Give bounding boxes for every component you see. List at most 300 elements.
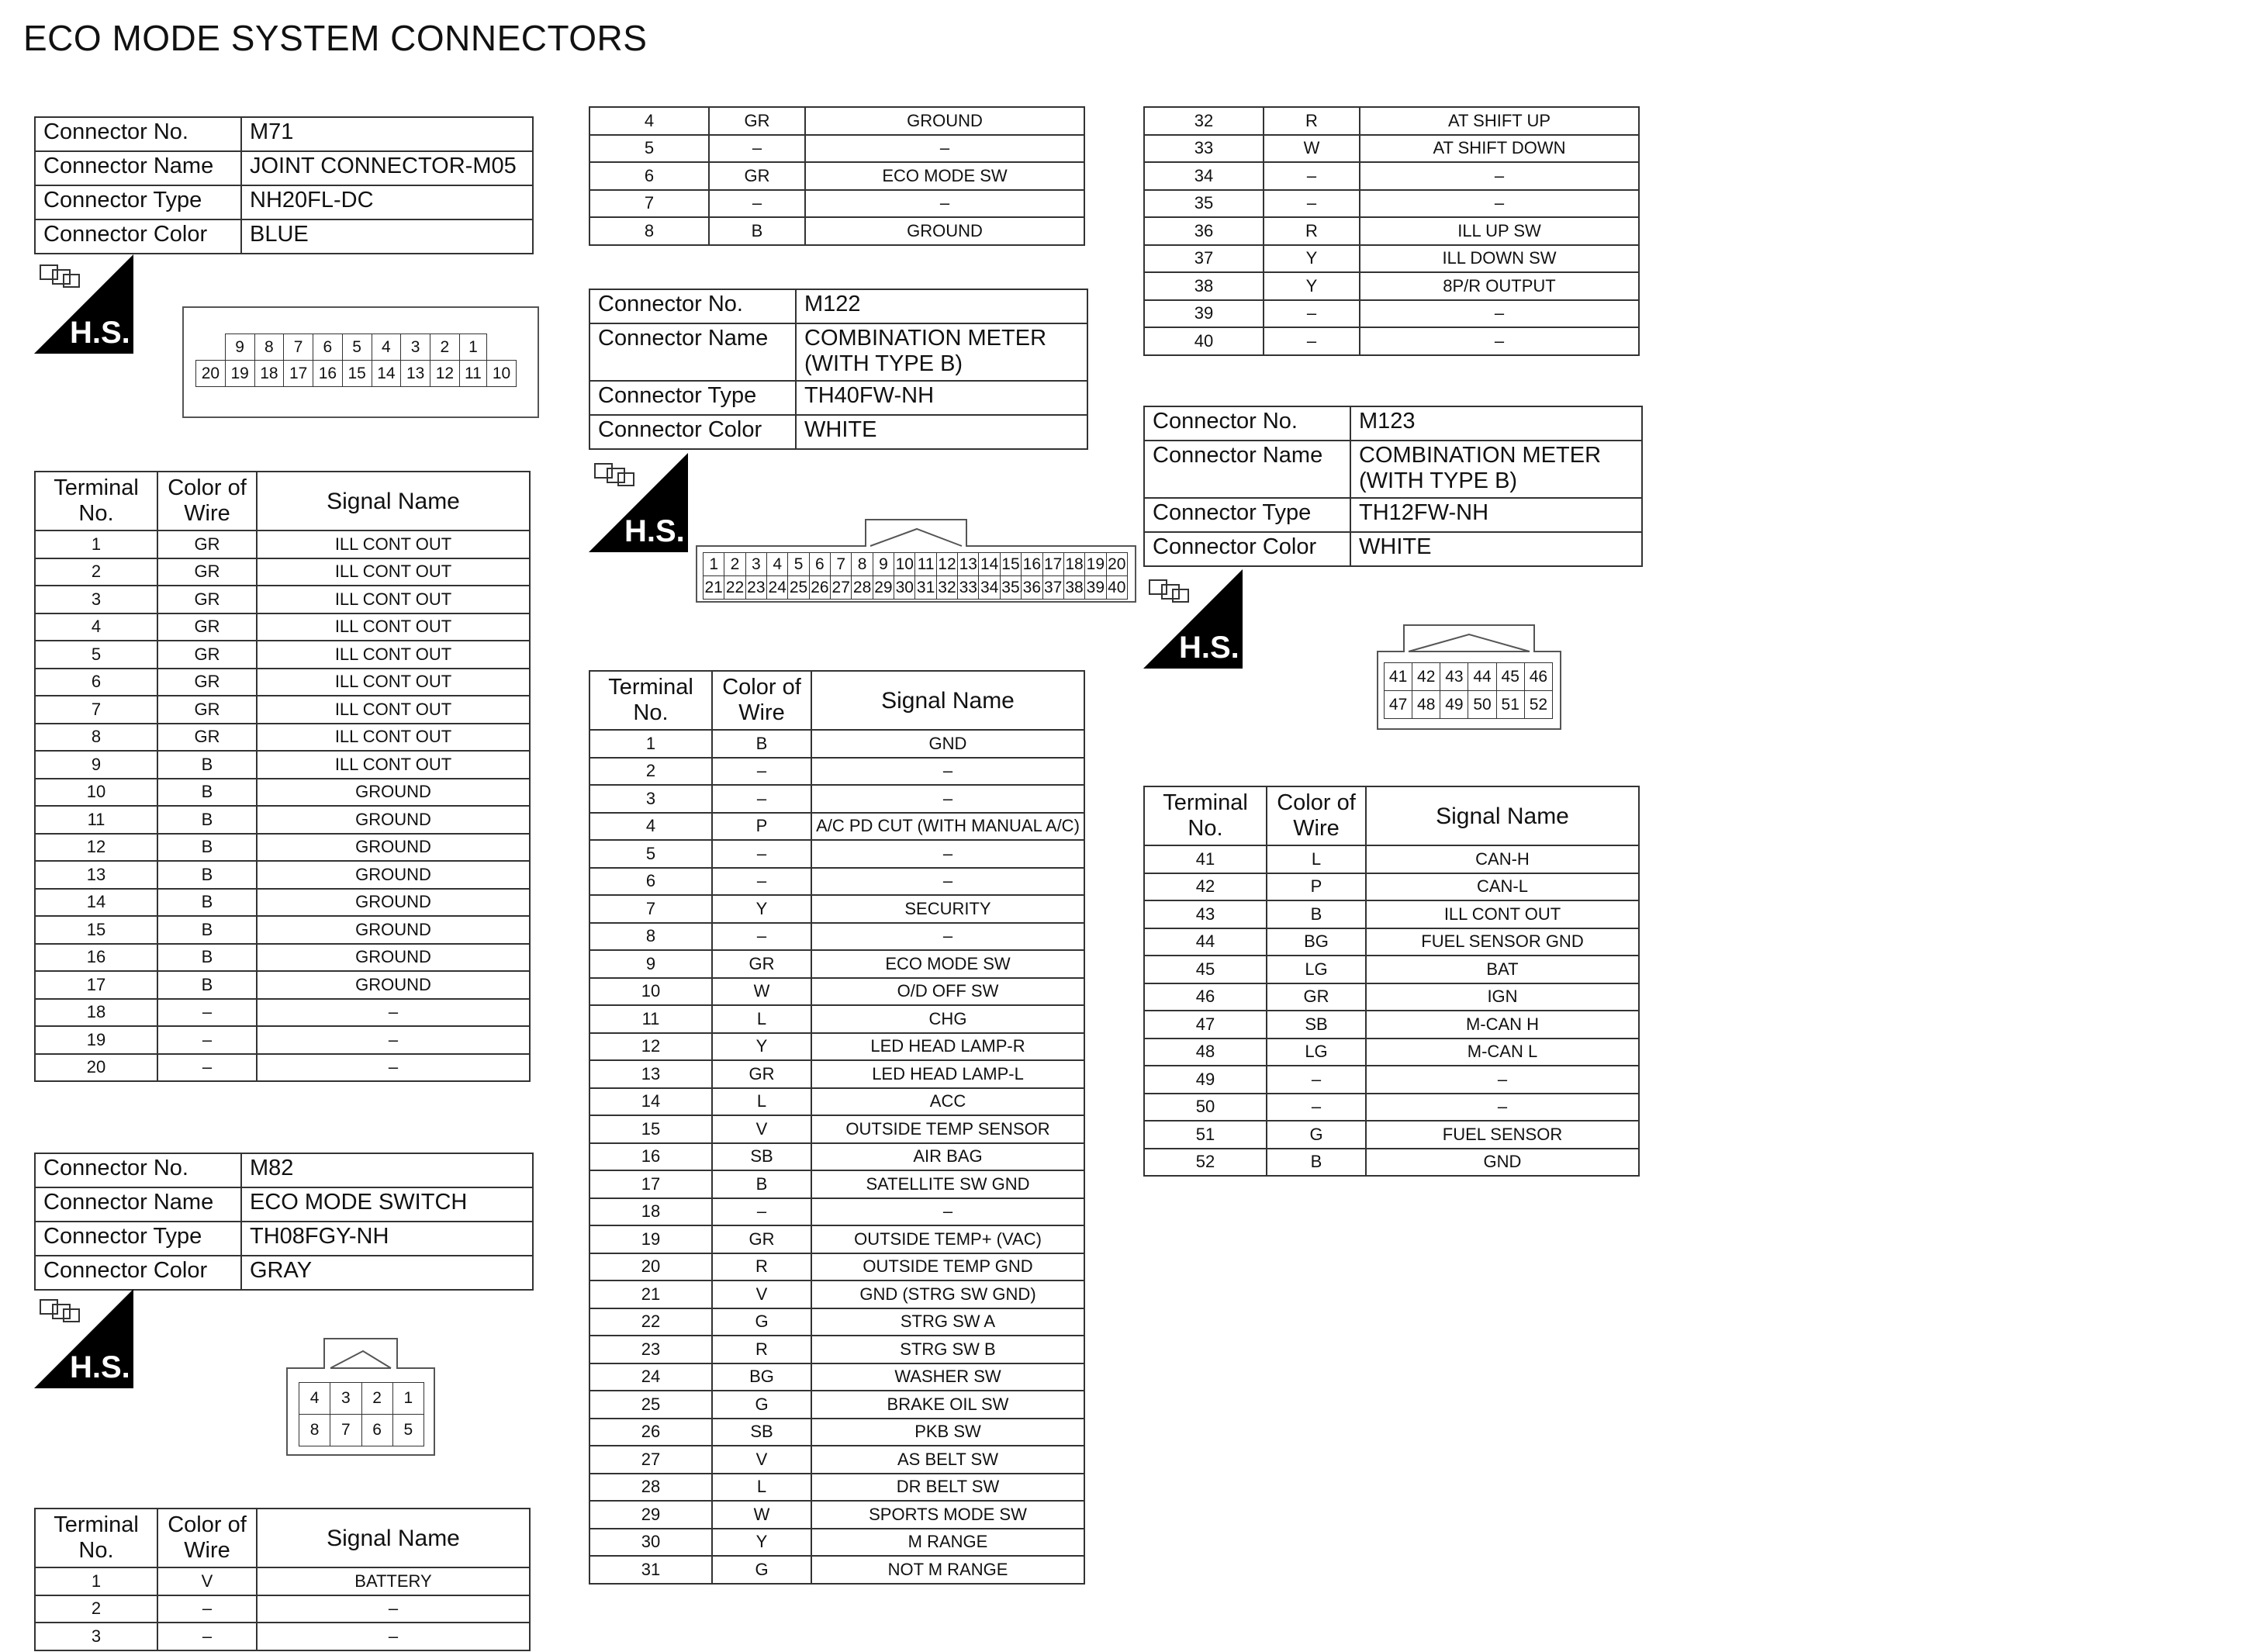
pin-cell: 47 xyxy=(1385,691,1412,719)
signal-name-cell: – xyxy=(1360,300,1639,328)
wire-color-cell: R xyxy=(712,1253,811,1281)
wire-color-cell: GR xyxy=(157,531,257,558)
m82-connector-color: GRAY xyxy=(241,1256,533,1290)
terminal-no-cell: 11 xyxy=(35,806,157,834)
terminal-no-cell: 21 xyxy=(589,1280,712,1308)
table-row xyxy=(35,641,530,669)
m82-terminal-table-continued xyxy=(589,106,1085,246)
connector-type-label: Connector Type xyxy=(589,381,796,415)
m122-terminal-table-continued xyxy=(1143,106,1640,356)
table-row xyxy=(35,944,530,972)
terminal-no-cell: 45 xyxy=(1144,956,1267,983)
terminal-no-cell: 39 xyxy=(1144,300,1264,328)
terminal-no-cell: 3 xyxy=(589,785,712,813)
wire-color-cell: V xyxy=(712,1115,811,1143)
signal-name-header: Signal Name xyxy=(257,472,530,531)
m123-pin-layout xyxy=(1384,662,1553,719)
terminal-no-cell: 8 xyxy=(589,923,712,951)
pin-cell: 20 xyxy=(1106,553,1127,576)
pin-cell: 42 xyxy=(1412,663,1440,691)
table-row xyxy=(589,1170,1084,1198)
signal-name-cell: ILL CONT OUT xyxy=(257,751,530,779)
terminal-no-cell: 7 xyxy=(589,190,709,218)
signal-name-cell: – xyxy=(811,840,1084,868)
table-row xyxy=(589,1446,1084,1474)
terminal-no-cell: 25 xyxy=(589,1391,712,1419)
table-row xyxy=(589,1225,1084,1253)
pin-cell: 20 xyxy=(196,361,226,387)
table-row xyxy=(1144,873,1639,901)
pin-cell: 26 xyxy=(809,576,830,600)
pin-cell: 10 xyxy=(487,361,517,387)
wire-color-cell: B xyxy=(157,916,257,944)
signal-name-cell: GROUND xyxy=(257,806,530,834)
signal-name-cell: ECO MODE SW xyxy=(805,162,1084,190)
m82-info-table xyxy=(34,1153,534,1291)
pin-cell: 7 xyxy=(284,334,313,361)
table-row xyxy=(589,813,1084,841)
signal-name-cell: ILL CONT OUT xyxy=(257,724,530,752)
terminal-no-cell: 17 xyxy=(35,971,157,999)
signal-name-cell: STRG SW A xyxy=(811,1308,1084,1336)
m71-connector-type: NH20FL-DC xyxy=(241,185,533,219)
m122-connector-no: M122 xyxy=(796,289,1087,323)
pin-cell: 50 xyxy=(1468,691,1496,719)
signal-name-cell: SECURITY xyxy=(811,895,1084,923)
table-row xyxy=(35,613,530,641)
table-row xyxy=(589,1363,1084,1391)
table-row xyxy=(589,135,1084,163)
terminal-no-cell: 44 xyxy=(1144,928,1267,956)
harness-side-icon xyxy=(589,453,688,552)
signal-name-cell: – xyxy=(1360,327,1639,355)
m71-connector-name: JOINT CONNECTOR-M05 xyxy=(241,151,533,185)
signal-name-cell: – xyxy=(1360,190,1639,218)
signal-name-cell: ILL CONT OUT xyxy=(257,586,530,613)
signal-name-cell: – xyxy=(257,1623,530,1650)
wire-color-header: Color of Wire xyxy=(157,472,257,531)
m122-connector-name: COMBINATION METER (WITH TYPE B) xyxy=(796,323,1087,381)
connector-name-label: Connector Name xyxy=(35,1187,241,1222)
wire-color-cell: – xyxy=(712,785,811,813)
wire-color-cell: G xyxy=(712,1391,811,1419)
pin-cell: 34 xyxy=(979,576,1000,600)
terminal-no-cell: 18 xyxy=(35,999,157,1027)
terminal-no-cell: 3 xyxy=(35,586,157,613)
terminal-no-header: Terminal No. xyxy=(35,1509,157,1567)
table-row xyxy=(589,107,1084,135)
wire-color-cell: BG xyxy=(712,1363,811,1391)
table-row xyxy=(35,724,530,752)
table-row xyxy=(589,1143,1084,1171)
m123-connector-no: M123 xyxy=(1350,406,1642,441)
table-row xyxy=(589,895,1084,923)
pin-cell: 14 xyxy=(979,553,1000,576)
terminal-no-cell: 41 xyxy=(1144,845,1267,873)
pin-cell: 8 xyxy=(852,553,873,576)
pin-cell: 7 xyxy=(330,1415,361,1446)
signal-name-cell: GND xyxy=(811,730,1084,758)
m71-terminal-table xyxy=(34,471,531,1082)
pin-cell: 19 xyxy=(225,361,254,387)
wire-color-cell: B xyxy=(157,971,257,999)
wire-color-cell: GR xyxy=(709,107,805,135)
pin-cell: 22 xyxy=(724,576,745,600)
pin-cell: 8 xyxy=(299,1415,330,1446)
table-row xyxy=(589,1336,1084,1363)
pin-cell: 9 xyxy=(873,553,894,576)
terminal-no-cell: 7 xyxy=(35,696,157,724)
terminal-no-cell: 33 xyxy=(1144,135,1264,163)
pin-cell: 40 xyxy=(1106,576,1127,600)
wire-color-cell: GR xyxy=(712,1060,811,1088)
signal-name-cell: ILL UP SW xyxy=(1360,217,1639,245)
pin-cell: 21 xyxy=(704,576,724,600)
terminal-no-cell: 23 xyxy=(589,1336,712,1363)
table-row xyxy=(35,806,530,834)
signal-name-cell: 8P/R OUTPUT xyxy=(1360,272,1639,300)
table-row xyxy=(35,916,530,944)
pin-cell: 45 xyxy=(1496,663,1524,691)
svg-text:H.S.: H.S. xyxy=(70,1350,130,1384)
wire-color-cell: – xyxy=(1264,300,1360,328)
terminal-no-cell: 4 xyxy=(35,613,157,641)
pin-cell: 13 xyxy=(958,553,979,576)
pin-cell: 6 xyxy=(313,334,343,361)
wire-color-cell: – xyxy=(157,1026,257,1054)
signal-name-cell: M RANGE xyxy=(811,1529,1084,1557)
terminal-no-cell: 8 xyxy=(35,724,157,752)
table-row xyxy=(589,1005,1084,1033)
signal-name-cell: CAN-L xyxy=(1366,873,1639,901)
terminal-no-cell: 7 xyxy=(589,895,712,923)
table-row xyxy=(35,861,530,889)
terminal-no-cell: 22 xyxy=(589,1308,712,1336)
pin-cell: 28 xyxy=(852,576,873,600)
pin-cell: 1 xyxy=(392,1383,424,1415)
connector-type-label: Connector Type xyxy=(35,1222,241,1256)
wire-color-cell: SB xyxy=(712,1143,811,1171)
connector-type-label: Connector Type xyxy=(35,185,241,219)
pin-cell: 3 xyxy=(330,1383,361,1415)
table-row xyxy=(589,840,1084,868)
m122-pin-layout xyxy=(703,552,1128,600)
table-row xyxy=(589,1280,1084,1308)
signal-name-cell: ILL DOWN SW xyxy=(1360,245,1639,273)
signal-name-cell: GND xyxy=(1366,1149,1639,1177)
pin-cell: 23 xyxy=(745,576,766,600)
wire-color-cell: V xyxy=(712,1446,811,1474)
terminal-no-cell: 19 xyxy=(589,1225,712,1253)
wire-color-cell: R xyxy=(712,1336,811,1363)
wire-color-cell: Y xyxy=(712,895,811,923)
table-row xyxy=(589,1060,1084,1088)
signal-name-cell: ILL CONT OUT xyxy=(257,669,530,696)
signal-name-cell: GROUND xyxy=(257,916,530,944)
signal-name-cell: OUTSIDE TEMP GND xyxy=(811,1253,1084,1281)
terminal-no-cell: 42 xyxy=(1144,873,1267,901)
table-row xyxy=(35,531,530,558)
terminal-no-cell: 48 xyxy=(1144,1039,1267,1066)
m82-connector-name: ECO MODE SWITCH xyxy=(241,1187,533,1222)
harness-side-icon xyxy=(34,254,133,354)
table-row xyxy=(35,779,530,807)
pin-cell: 6 xyxy=(809,553,830,576)
wire-color-cell: GR xyxy=(157,641,257,669)
signal-name-cell: – xyxy=(811,785,1084,813)
wire-color-cell: B xyxy=(1267,1149,1366,1177)
wire-color-cell: V xyxy=(712,1280,811,1308)
pin-cell: 15 xyxy=(342,361,372,387)
table-row xyxy=(1144,1039,1639,1066)
pin-cell: 19 xyxy=(1085,553,1106,576)
svg-text:H.S.: H.S. xyxy=(70,316,130,350)
table-row xyxy=(589,1529,1084,1557)
table-row xyxy=(1144,900,1639,928)
signal-name-cell: GROUND xyxy=(257,944,530,972)
pin-cell: 18 xyxy=(1063,553,1084,576)
wire-color-cell: B xyxy=(157,751,257,779)
table-row xyxy=(1144,135,1639,163)
pin-cell: 4 xyxy=(767,553,788,576)
pin-cell: 46 xyxy=(1524,663,1552,691)
connector-name-label: Connector Name xyxy=(589,323,796,381)
wire-color-cell: – xyxy=(712,758,811,786)
table-row xyxy=(589,730,1084,758)
pin-cell: 18 xyxy=(254,361,284,387)
wire-color-cell: GR xyxy=(1267,983,1366,1011)
svg-text:H.S.: H.S. xyxy=(1179,631,1239,665)
table-row xyxy=(35,1026,530,1054)
wire-color-cell: B xyxy=(157,861,257,889)
table-row xyxy=(1144,1149,1639,1177)
signal-name-cell: GROUND xyxy=(257,779,530,807)
m71-info-table xyxy=(34,116,534,254)
table-row xyxy=(1144,928,1639,956)
wire-color-cell: – xyxy=(1264,162,1360,190)
wire-color-cell: GR xyxy=(157,613,257,641)
terminal-no-cell: 20 xyxy=(589,1253,712,1281)
harness-side-icon xyxy=(34,1289,133,1388)
connector-color-label: Connector Color xyxy=(589,415,796,449)
wire-color-cell: – xyxy=(157,1054,257,1082)
signal-name-cell: LED HEAD LAMP-L xyxy=(811,1060,1084,1088)
terminal-no-cell: 18 xyxy=(589,1198,712,1226)
wire-color-cell: SB xyxy=(1267,1011,1366,1039)
pin-cell: 24 xyxy=(767,576,788,600)
signal-name-cell: LED HEAD LAMP-R xyxy=(811,1033,1084,1061)
terminal-no-cell: 14 xyxy=(35,889,157,917)
wire-color-cell: – xyxy=(712,1198,811,1226)
terminal-no-cell: 24 xyxy=(589,1363,712,1391)
pin-cell: 11 xyxy=(459,361,486,387)
terminal-no-cell: 17 xyxy=(589,1170,712,1198)
signal-name-cell: FUEL SENSOR xyxy=(1366,1121,1639,1149)
signal-name-cell: BAT xyxy=(1366,956,1639,983)
terminal-no-cell: 30 xyxy=(589,1529,712,1557)
wire-color-cell: B xyxy=(712,1170,811,1198)
signal-name-cell: ILL CONT OUT xyxy=(257,558,530,586)
signal-name-cell: – xyxy=(811,923,1084,951)
signal-name-cell: OUTSIDE TEMP+ (VAC) xyxy=(811,1225,1084,1253)
table-row xyxy=(35,751,530,779)
pin-cell: 8 xyxy=(254,334,284,361)
signal-name-cell: BRAKE OIL SW xyxy=(811,1391,1084,1419)
table-row xyxy=(35,696,530,724)
pin-cell: 41 xyxy=(1385,663,1412,691)
terminal-no-cell: 6 xyxy=(589,162,709,190)
terminal-no-cell: 29 xyxy=(589,1501,712,1529)
terminal-no-cell: 36 xyxy=(1144,217,1264,245)
table-row xyxy=(589,1474,1084,1502)
table-row xyxy=(1144,956,1639,983)
terminal-no-cell: 35 xyxy=(1144,190,1264,218)
terminal-no-cell: 9 xyxy=(35,751,157,779)
signal-name-cell: – xyxy=(257,1026,530,1054)
table-row xyxy=(589,1033,1084,1061)
signal-name-cell: SATELLITE SW GND xyxy=(811,1170,1084,1198)
pin-cell: 14 xyxy=(372,361,401,387)
wire-color-cell: – xyxy=(157,1623,257,1650)
wire-color-cell: – xyxy=(1264,327,1360,355)
pin-cell: 27 xyxy=(831,576,852,600)
table-row xyxy=(35,999,530,1027)
wire-color-cell: B xyxy=(157,889,257,917)
pin-cell: 12 xyxy=(936,553,957,576)
wire-color-cell: B xyxy=(157,944,257,972)
table-row xyxy=(589,1419,1084,1446)
signal-name-header: Signal Name xyxy=(1366,786,1639,845)
m71-connector-no: M71 xyxy=(241,117,533,151)
terminal-no-cell: 5 xyxy=(589,135,709,163)
signal-name-cell: – xyxy=(811,868,1084,896)
signal-name-cell: CHG xyxy=(811,1005,1084,1033)
terminal-no-cell: 26 xyxy=(589,1419,712,1446)
wire-color-cell: – xyxy=(1267,1094,1366,1121)
pin-cell: 51 xyxy=(1496,691,1524,719)
terminal-no-cell: 13 xyxy=(35,861,157,889)
table-row xyxy=(1144,217,1639,245)
wire-color-cell: W xyxy=(712,978,811,1006)
pin-cell: 44 xyxy=(1468,663,1496,691)
signal-name-cell: ILL CONT OUT xyxy=(257,696,530,724)
connector-name-label: Connector Name xyxy=(1144,441,1350,498)
connector-no-label: Connector No. xyxy=(35,117,241,151)
pin-cell: 11 xyxy=(915,553,936,576)
m71-pin-layout xyxy=(195,334,517,387)
terminal-no-cell: 12 xyxy=(589,1033,712,1061)
wire-color-cell: GR xyxy=(157,669,257,696)
terminal-no-header: Terminal No. xyxy=(1144,786,1267,845)
signal-name-cell: O/D OFF SW xyxy=(811,978,1084,1006)
pin-cell: 5 xyxy=(788,553,809,576)
table-row xyxy=(35,1567,530,1595)
wire-color-cell: GR xyxy=(157,724,257,752)
table-row xyxy=(1144,1121,1639,1149)
pin-cell: 7 xyxy=(831,553,852,576)
m82-terminal-table xyxy=(34,1508,531,1651)
wire-color-cell: Y xyxy=(712,1529,811,1557)
terminal-no-cell: 5 xyxy=(589,840,712,868)
signal-name-cell: FUEL SENSOR GND xyxy=(1366,928,1639,956)
wire-color-cell: LG xyxy=(1267,956,1366,983)
signal-name-cell: AS BELT SW xyxy=(811,1446,1084,1474)
terminal-no-cell: 13 xyxy=(589,1060,712,1088)
signal-name-cell: GND (STRG SW GND) xyxy=(811,1280,1084,1308)
terminal-no-cell: 28 xyxy=(589,1474,712,1502)
pin-cell: 29 xyxy=(873,576,894,600)
wire-color-cell: GR xyxy=(712,950,811,978)
terminal-no-cell: 1 xyxy=(589,730,712,758)
connector-color-label: Connector Color xyxy=(35,219,241,254)
terminal-no-cell: 50 xyxy=(1144,1094,1267,1121)
connector-no-label: Connector No. xyxy=(589,289,796,323)
wire-color-header: Color of Wire xyxy=(1267,786,1366,845)
terminal-no-cell: 2 xyxy=(589,758,712,786)
table-row xyxy=(589,217,1084,245)
m71-connector-color: BLUE xyxy=(241,219,533,254)
table-row xyxy=(35,971,530,999)
table-row xyxy=(1144,107,1639,135)
pin-cell: 38 xyxy=(1063,576,1084,600)
harness-side-icon xyxy=(1143,569,1243,669)
pin-cell: 3 xyxy=(401,334,430,361)
table-row xyxy=(589,1115,1084,1143)
terminal-no-cell: 2 xyxy=(35,558,157,586)
pin-cell: 15 xyxy=(1000,553,1021,576)
m123-connector-color: WHITE xyxy=(1350,532,1642,566)
table-row xyxy=(589,1253,1084,1281)
wire-color-cell: B xyxy=(709,217,805,245)
m82-connector-type: TH08FGY-NH xyxy=(241,1222,533,1256)
signal-name-cell: OUTSIDE TEMP SENSOR xyxy=(811,1115,1084,1143)
wire-color-cell: Y xyxy=(712,1033,811,1061)
wire-color-cell: – xyxy=(1264,190,1360,218)
terminal-no-cell: 11 xyxy=(589,1005,712,1033)
table-row xyxy=(1144,300,1639,328)
terminal-no-cell: 10 xyxy=(589,978,712,1006)
connector-color-label: Connector Color xyxy=(1144,532,1350,566)
table-row xyxy=(589,1556,1084,1584)
wire-color-cell: – xyxy=(712,840,811,868)
pin-cell: 30 xyxy=(894,576,915,600)
signal-name-cell: SPORTS MODE SW xyxy=(811,1501,1084,1529)
pin-cell: 17 xyxy=(284,361,313,387)
signal-name-cell: M-CAN L xyxy=(1366,1039,1639,1066)
signal-name-cell: – xyxy=(1366,1094,1639,1121)
signal-name-cell: GROUND xyxy=(257,889,530,917)
connector-no-label: Connector No. xyxy=(35,1153,241,1187)
wire-color-cell: Y xyxy=(1264,245,1360,273)
table-row xyxy=(35,834,530,862)
table-row xyxy=(589,162,1084,190)
pin-cell: 2 xyxy=(430,334,460,361)
table-row xyxy=(1144,1011,1639,1039)
terminal-no-cell: 4 xyxy=(589,813,712,841)
table-row xyxy=(35,558,530,586)
terminal-no-cell: 51 xyxy=(1144,1121,1267,1149)
terminal-no-cell: 37 xyxy=(1144,245,1264,273)
table-row xyxy=(589,1198,1084,1226)
pin-cell: 25 xyxy=(788,576,809,600)
wire-color-cell: G xyxy=(1267,1121,1366,1149)
signal-name-cell: A/C PD CUT (WITH MANUAL A/C) xyxy=(811,813,1084,841)
wire-color-cell: Y xyxy=(1264,272,1360,300)
wire-color-header: Color of Wire xyxy=(712,671,811,730)
signal-name-cell: GROUND xyxy=(257,861,530,889)
pin-cell: 17 xyxy=(1042,553,1063,576)
signal-name-cell: ILL CONT OUT xyxy=(257,531,530,558)
